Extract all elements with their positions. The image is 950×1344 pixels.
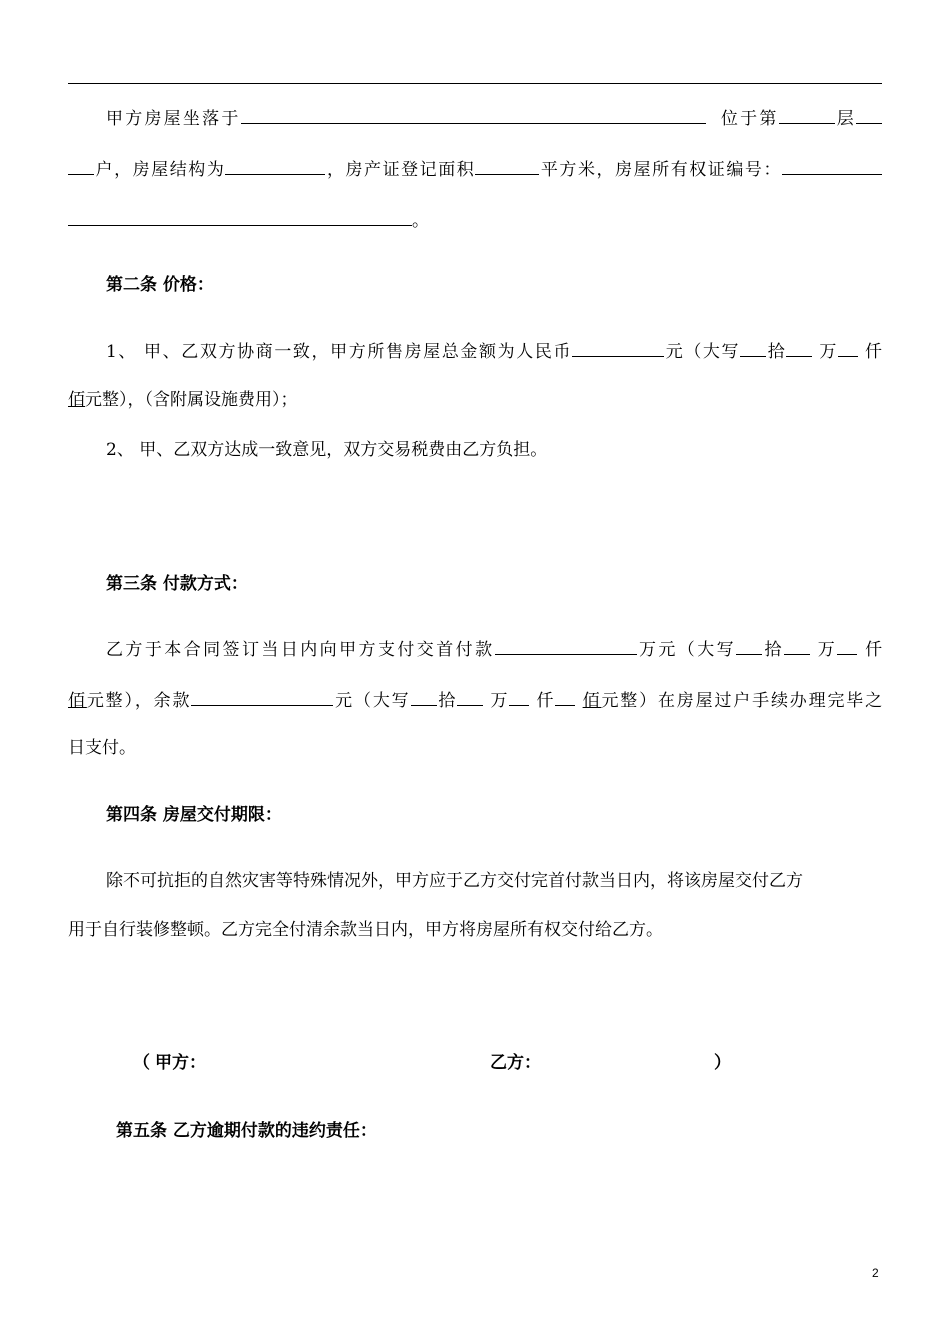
article-3-heading: 第三条 付款方式：	[106, 574, 248, 594]
location-line-2	[68, 157, 882, 182]
article-5-heading: 第五条 乙方逾期付款的违约责任：	[116, 1121, 377, 1141]
header-rule	[68, 83, 882, 84]
total-amount-blank	[572, 339, 664, 357]
clause-text: 佰	[582, 691, 602, 711]
clause-text: 仟	[865, 342, 883, 362]
clause-text: 元（大写	[664, 342, 741, 362]
blank	[411, 688, 437, 706]
clause-text: 仟	[865, 640, 883, 660]
certificate-blank-b	[68, 208, 412, 226]
unit-blank-b	[68, 157, 94, 175]
article-2-heading: 第二条 价格：	[106, 275, 214, 295]
structure-label: 户，房屋结构为	[94, 160, 226, 180]
clause-text: 拾	[766, 342, 787, 362]
clause-text: 乙方于本合同签订当日内向甲方支付交首付款	[106, 640, 495, 660]
article-3-line-3: 日支付。	[68, 738, 136, 758]
unit-blank-a	[856, 106, 882, 124]
party-a-label: 甲方：	[155, 1053, 206, 1073]
certificate-blank-a	[782, 157, 882, 175]
blank	[786, 339, 812, 357]
blank	[837, 637, 857, 655]
article-4-line-2: 用于自行装修整顿。乙方完全付清余款当日内，甲方将房屋所有权交付给乙方。	[68, 920, 663, 940]
article-4-line-1: 除不可抗拒的自然灾害等特殊情况外，甲方应于乙方交付完首付款当日内，将该房屋交付乙方	[106, 871, 803, 891]
article-3-line-2	[68, 688, 882, 713]
blank	[838, 339, 858, 357]
area-blank	[475, 157, 539, 175]
clause-text: 佰	[68, 390, 85, 410]
clause-text: 元整）在房屋过户手续办理完毕之	[601, 691, 883, 711]
location-text: 甲方房屋坐落于	[106, 109, 241, 129]
article-3-line-1	[106, 637, 882, 662]
certificate-label: 平方米，房屋所有权证编号：	[539, 160, 783, 180]
structure-blank	[225, 157, 325, 175]
article-4-heading: 第四条 房屋交付期限：	[106, 805, 282, 825]
blank	[736, 637, 762, 655]
floor-unit: 层	[834, 109, 857, 129]
balance-blank	[191, 688, 333, 706]
clause-text: 仟	[536, 691, 556, 711]
blank	[740, 339, 766, 357]
period: 。	[412, 211, 429, 231]
blank	[509, 688, 529, 706]
address-blank	[241, 106, 706, 124]
party-b-label: 乙方：	[490, 1053, 541, 1073]
floor-blank	[779, 106, 835, 124]
clause-text: 元整），（含附属设施费用）；	[85, 390, 298, 410]
article-2-clause-1-cont	[68, 388, 882, 412]
blank	[457, 688, 483, 706]
area-label: ，房产证登记面积	[325, 160, 476, 180]
clause-text: 万	[819, 342, 839, 362]
clause-text: 元整），余款	[86, 691, 192, 711]
floor-label: 位于第	[720, 109, 779, 129]
down-payment-blank	[495, 637, 637, 655]
clause-text: 万元（大写	[636, 640, 737, 660]
paren-open: （	[133, 1053, 150, 1073]
clause-text: 拾	[762, 640, 784, 660]
clause-text: 万	[490, 691, 510, 711]
location-line-3	[68, 208, 882, 233]
article-2-clause-1	[106, 339, 882, 364]
paren-close: ）	[714, 1053, 731, 1073]
clause-text: 佰	[68, 691, 87, 711]
clause-text: 元（大写	[333, 691, 411, 711]
article-2-clause-2: 2、 甲、乙双方达成一致意见，双方交易税费由乙方负担。	[106, 440, 548, 460]
blank	[784, 637, 810, 655]
blank	[555, 688, 575, 706]
clause-text: 拾	[436, 691, 458, 711]
clause-text: 万	[817, 640, 838, 660]
clause-text: 1、 甲、乙双方协商一致，甲方所售房屋总金额为人民币	[106, 342, 573, 362]
page-number: 2	[872, 1266, 879, 1280]
location-line-1	[106, 106, 882, 131]
